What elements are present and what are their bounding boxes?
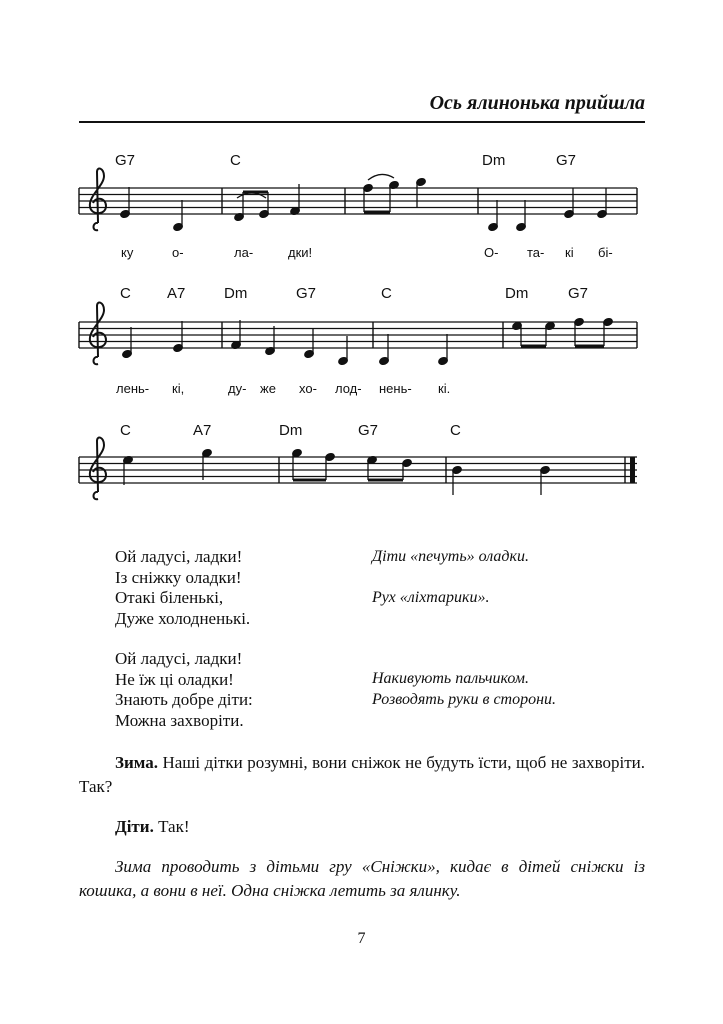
lyric-syllable: кі. [438, 381, 451, 396]
chord-symbol: A7 [167, 285, 186, 302]
chord-symbol: A7 [193, 422, 212, 439]
chord-symbol: G7 [358, 422, 379, 439]
chord-symbol: Dm [224, 285, 248, 302]
lyric-syllable: же [260, 381, 276, 396]
lyric-syllable: О- [484, 245, 499, 260]
chord-symbol: G7 [296, 285, 317, 302]
lyric-syllable: нень- [379, 381, 412, 396]
lyric-syllable: ла- [234, 245, 254, 260]
lyrics-system-2 [116, 381, 450, 396]
chord-symbol: C [230, 152, 241, 169]
lyric-syllable: хо- [299, 381, 317, 396]
treble-clef-icon [90, 169, 106, 500]
verse-line: Не їж ці оладки! [115, 669, 234, 689]
verse-line: Із сніжку оладки! [115, 567, 242, 587]
header-title: Ось ялинонька прийшла [429, 92, 645, 114]
chord-symbol: C [120, 285, 131, 302]
verse-1 [115, 547, 250, 629]
verse-line: Знають добре діти: [115, 690, 253, 709]
lyric-syllable: ду- [228, 381, 247, 396]
notes-system-1 [120, 177, 607, 231]
page-number: 7 [357, 930, 366, 947]
verse-line: Ой ладусі, ладки! [115, 547, 243, 566]
verse-2 [115, 649, 253, 731]
chord-symbol: C [450, 422, 461, 439]
stage-action: Діти «печуть» оладки. [372, 548, 529, 565]
stage-direction: Зима проводить з дітьми гру «Сніжки», кидає в дітей сніжки із кошика, а вони в неї. Одна сніжка летить за ялинку. [79, 857, 645, 900]
lyric-syllable: лень- [116, 381, 150, 396]
chord-symbol: Dm [279, 422, 303, 439]
lyric-syllable: лод- [335, 381, 362, 396]
stage-action: Розводять руки в сторони. [372, 691, 557, 708]
lyric-syllable: кі [565, 245, 574, 260]
verse-line: Отакі біленькі, [115, 588, 224, 607]
chord-symbol: G7 [568, 285, 589, 302]
dialogue-dity [79, 815, 645, 839]
chord-symbol: G7 [115, 152, 136, 169]
final-barline [630, 457, 635, 483]
speaker-name: Діти. [115, 817, 154, 836]
chords-system-1 [115, 152, 576, 169]
dialogue-text: Так! [153, 817, 190, 836]
stage-action: Рух «ліхтарики». [372, 589, 490, 606]
dialogue-zyma [79, 751, 645, 799]
chord-symbol: C [381, 285, 392, 302]
lyric-syllable: ку [121, 245, 134, 260]
lyric-syllable: кі, [172, 381, 185, 396]
stage-action: Накивують пальчиком. [372, 670, 529, 687]
speaker-name: Зима. [115, 753, 158, 772]
chords-system-2 [120, 285, 588, 302]
lyrics-system-1 [121, 245, 613, 260]
lyric-syllable: та- [527, 245, 545, 260]
verse-line: Можна захворіти. [115, 710, 244, 730]
chord-symbol: Dm [482, 152, 506, 169]
dialogue-text: Наші дітки розумні, вони сніжок не будуть їсти, щоб не захворіти. Так? [79, 753, 645, 796]
lyric-syllable: бі- [598, 245, 613, 260]
chord-symbol: G7 [556, 152, 577, 169]
chord-symbol: Dm [505, 285, 529, 302]
chord-symbol: C [120, 422, 131, 439]
lyric-syllable: о- [172, 245, 184, 260]
lyric-syllable: дки! [288, 245, 313, 260]
verse-line: Дуже холодненькі. [115, 608, 251, 628]
chords-system-3 [120, 422, 461, 439]
notes-system-3 [123, 448, 550, 495]
verse-line: Ой ладусі, ладки! [115, 649, 243, 668]
